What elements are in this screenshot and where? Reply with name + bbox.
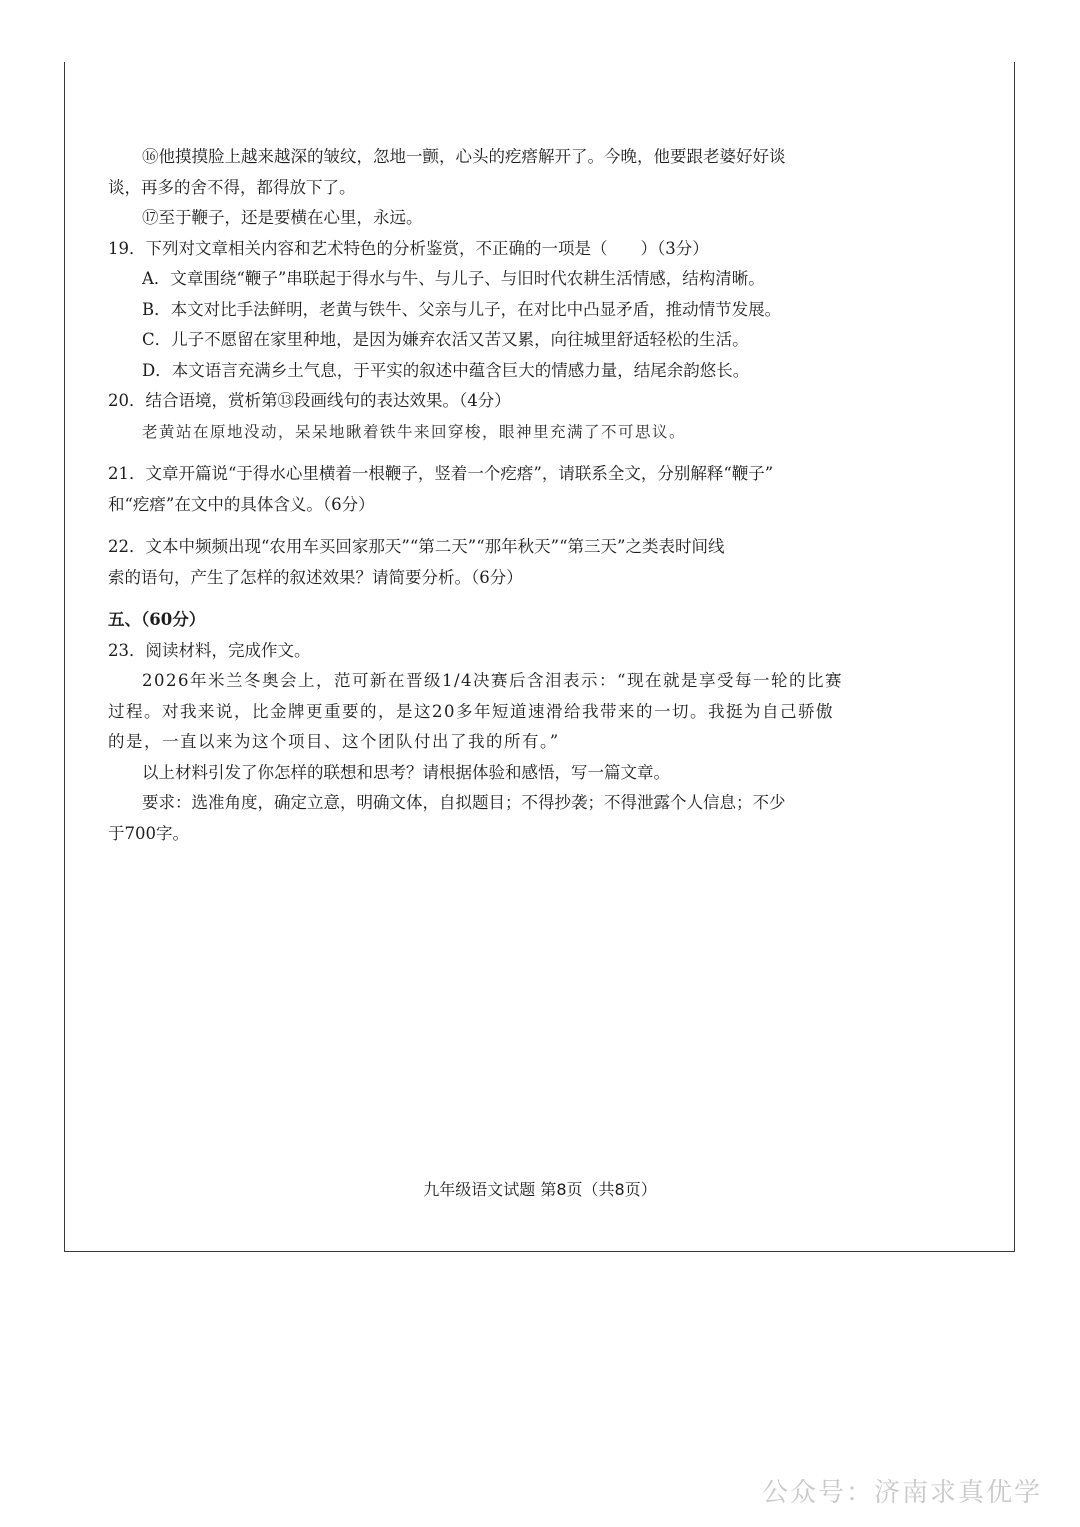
exam-content <box>108 142 848 849</box>
section5-heading: 五、（60分） <box>108 610 206 629</box>
q23-requirements-line1: 要求：选准角度，确定立意，明确文体，自拟题目；不得抄袭；不得泄露个人信息；不少 <box>142 793 786 812</box>
q19-option-d: D．本文语言充满乡土气息，于平实的叙述中蕴含巨大的情感力量，结尾余韵悠长。 <box>142 360 750 380</box>
q21-line2: 和“疙瘩”在文中的具体含义。（6分） <box>108 494 375 514</box>
q22-line1: 22．文本中频频出现“农用车买回家那天”“第二天”“那年秋天”“第三天”之类表时间线 <box>108 537 725 556</box>
watermark-text: 公众号：济南求真优学 <box>761 1478 1042 1508</box>
q23-material-line2: 过程。对我来说，比金牌更重要的，是这20多年短道速滑给我带来的一切。我挺为自己骄傲 <box>108 701 834 721</box>
page-footer: 九年级语文试题 第8页（共8页） <box>423 1180 657 1199</box>
passage-para16-line1: ⑯他摸摸脸上越来越深的皱纹，忽地一颤，心头的疙瘩解开了。今晚，他要跟老婆好好谈 <box>142 147 786 166</box>
q23-prompt: 以上材料引发了你怎样的联想和思考？请根据体验和感悟，写一篇文章。 <box>142 762 670 782</box>
q22-line2: 索的语句，产生了怎样的叙述效果？请简要分析。（6分） <box>108 567 523 587</box>
passage-para17: ⑰至于鞭子，还是要横在心里，永远。 <box>142 208 423 227</box>
q20-quote: 老黄站在原地没动，呆呆地瞅着铁牛来回穿梭，眼神里充满了不可思议。 <box>142 422 687 441</box>
q21-line1: 21．文章开篇说“于得水心里横着一根鞭子，竖着一个疙瘩”，请联系全文，分别解释“鞭子” <box>108 464 774 483</box>
q19-option-c: C．儿子不愿留在家里种地，是因为嫌弃农活又苦又累，向往城里舒适轻松的生活。 <box>142 330 749 349</box>
q23-requirements-line2: 于700字。 <box>108 823 189 843</box>
q23-stem: 23．阅读材料，完成作文。 <box>108 640 311 660</box>
q23-material-line1: 2026年米兰冬奥会上，范可新在晋级1/4决赛后含泪表示：“现在就是享受每一轮的比赛 <box>142 671 843 690</box>
q19-option-b: B．本文对比手法鲜明，老黄与铁牛、父亲与儿子，在对比中凸显矛盾，推动情节发展。 <box>142 299 782 319</box>
passage-para16-line2: 谈，再多的舍不得，都得放下了。 <box>108 177 356 197</box>
q23-material-line3: 的是，一直以来为这个项目、这个团队付出了我的所有。” <box>108 732 560 751</box>
q19-option-a: A．文章围绕“鞭子”串联起于得水与牛、与儿子、与旧时代农耕生活情感，结构清晰。 <box>142 269 765 288</box>
q20-stem: 20．结合语境，赏析第⑬段画线句的表达效果。（4分） <box>108 391 511 410</box>
q19-stem: 19．下列对文章相关内容和艺术特色的分析鉴赏，不正确的一项是（ ）（3分） <box>108 238 709 258</box>
